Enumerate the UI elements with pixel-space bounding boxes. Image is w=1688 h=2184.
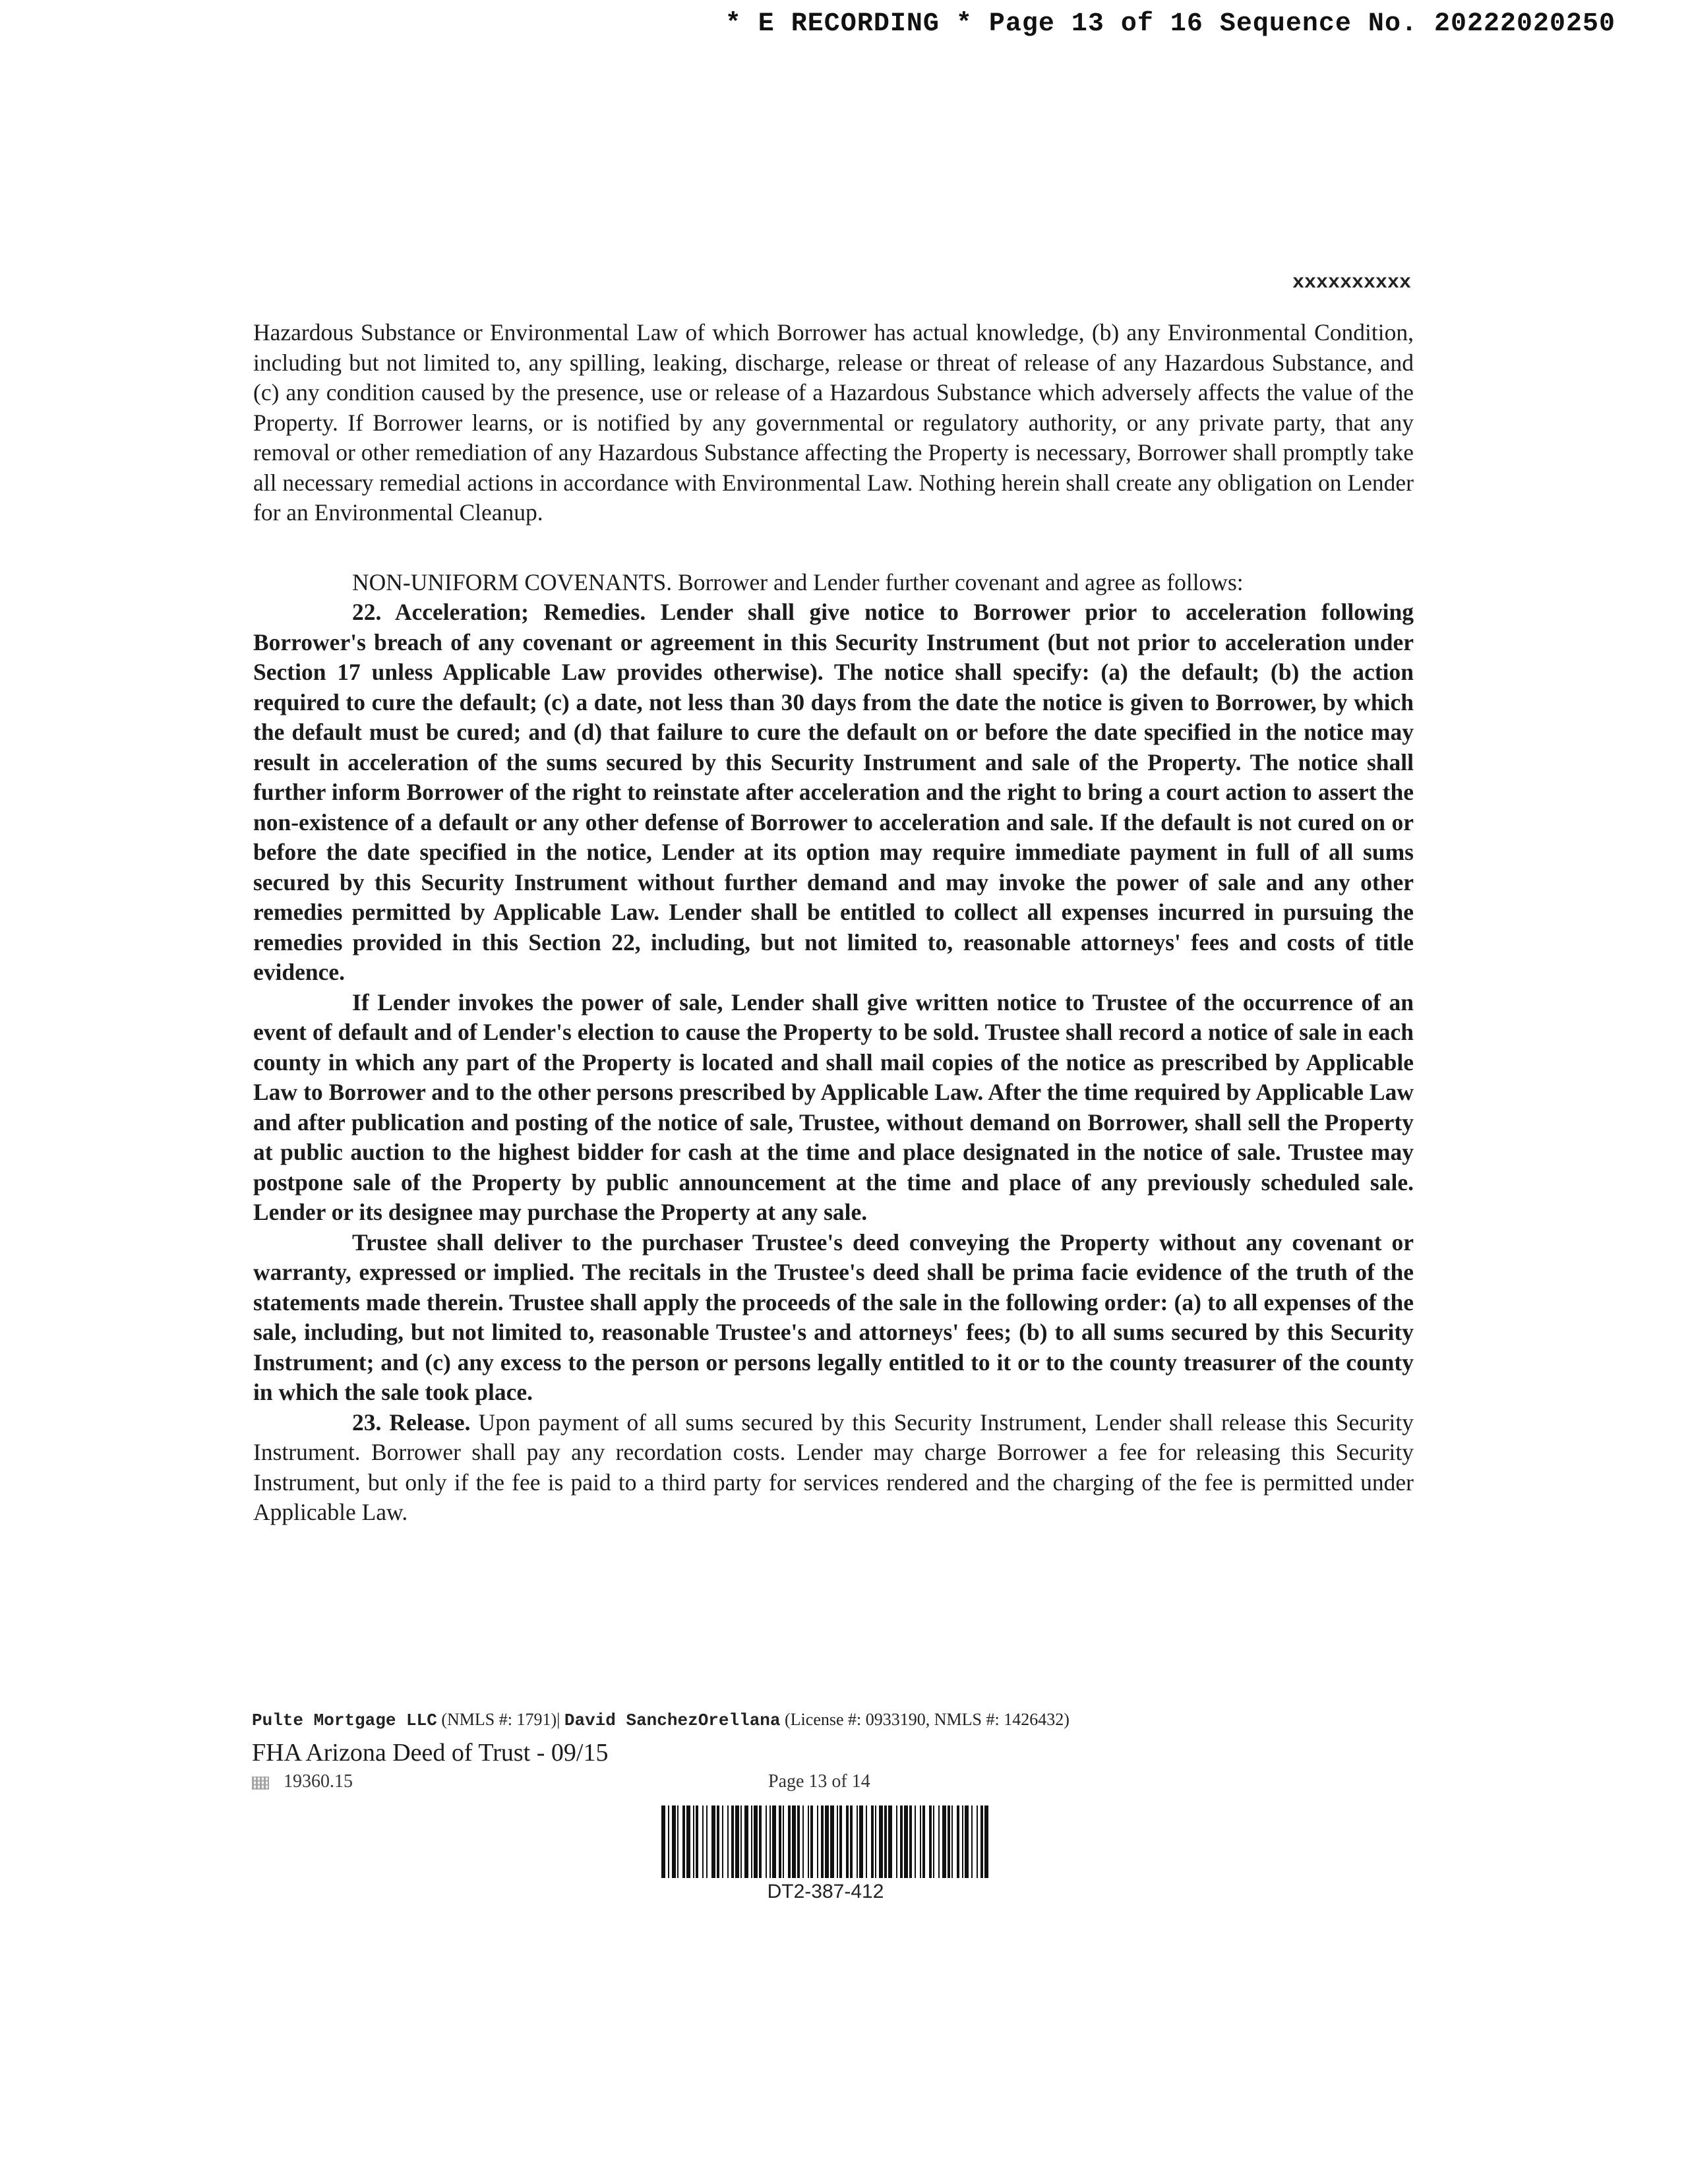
originator-license: (License #: 0933190, NMLS #: 1426432) bbox=[785, 1710, 1070, 1729]
loan-number-mark: xxxxxxxxxx bbox=[1292, 272, 1411, 294]
form-number bbox=[252, 1771, 353, 1792]
recording-header: * E RECORDING * Page 13 of 16 Sequence No. 20222020250 bbox=[725, 9, 1615, 39]
trustee-deed-paragraph: Trustee shall deliver to the purchaser Trustee's deed conveying the Property without any covenant or warranty, expressed or implied. The recitals in the Trustee's deed shall be prima facie evidence of the truth of the statements made therein. Trustee shall apply the proceeds of the sale in the following order: (a) to all expenses of the sale, including, but not limited to, reasonable Trustee's and attorneys' fees; (b) to all sums secured by this Security Instrument; and (c) any excess to the person or persons legally entitled to it or to the county treasurer of the county in which the sale took place. bbox=[253, 1228, 1414, 1405]
form-grid-icon bbox=[252, 1776, 269, 1790]
lender-separator: | bbox=[557, 1710, 560, 1729]
section-23-release bbox=[253, 1408, 1414, 1528]
barcode-bars-icon bbox=[661, 1805, 990, 1878]
form-title: FHA Arizona Deed of Trust - 09/15 bbox=[252, 1739, 609, 1767]
document-footer bbox=[252, 1710, 1412, 1798]
form-number-text: 19360.15 bbox=[284, 1771, 353, 1792]
section-23-heading: 23. Release. bbox=[352, 1409, 471, 1436]
barcode-label: DT2-387-412 bbox=[767, 1881, 884, 1902]
power-of-sale-paragraph: If Lender invokes the power of sale, Lender shall give written notice to Trustee of the occurrence of an event of default and of Lender's election to cause the Property to be sold. Trustee shall record a notice of sale in each county in which any part of the Property is located and shall mail copies of the notice as prescribed by Applicable Law to Borrower and to the other persons prescribed by Applicable Law. After the time required by Applicable Law and after publication and posting of the notice of sale, Trustee, without demand on Borrower, shall sell the Property at public auction to the highest bidder for cash at the time and place designated in the notice of sale. Trustee may postpone sale of the Property by public announcement at the time and place of any previously scheduled sale. Lender or its designee may purchase the Property at any sale. bbox=[253, 988, 1414, 1225]
lender-name: Pulte Mortgage LLC bbox=[252, 1711, 437, 1730]
form-number-row bbox=[252, 1771, 1412, 1798]
lender-nmls: (NMLS #: 1791) bbox=[441, 1710, 557, 1729]
section-23-text: Upon payment of all sums secured by this Security Instrument, Lender shall release this Security Instrument. Borrower shall pay any recordation costs. Lender may charge Borrower a fee for releasing this Security Instrument, but only if the fee is paid to a third party for services rendered and the charging of the fee is permitted under Applicable Law. bbox=[253, 1409, 1414, 1525]
originator-name: David SanchezOrellana bbox=[564, 1711, 781, 1730]
barcode bbox=[661, 1805, 990, 1903]
non-uniform-covenants-intro: NON-UNIFORM COVENANTS. Borrower and Lender further covenant and agree as follows: bbox=[352, 568, 1244, 595]
section-22-acceleration-remedies: 22. Acceleration; Remedies. Lender shall give notice to Borrower prior to acceleration following Borrower's breach of any covenant or agreement in this Security Instrument (but not prior to acceleration under Section 17 unless Applicable Law provides otherwise). The notice shall specify: (a) the default; (b) the action required to cure the default; (c) a date, not less than 30 days from the date the notice is given to Borrower, by which the default must be cured; and (d) that failure to cure the default on or before the date specified in the notice may result in acceleration of the sums secured by this Security Instrument and sale of the Property. The notice shall further inform Borrower of the right to reinstate after acceleration and the right to bring a court action to assert the non-existence of a default or any other defense of Borrower to acceleration and sale. If the default is not cured on or before the date specified in the notice, Lender at its option may require immediate payment in full of all sums secured by this Security Instrument without further demand and may invoke the power of sale and any other remedies permitted by Applicable Law. Lender shall be entitled to collect all expenses incurred in pursuing the remedies provided in this Section 22, including, but not limited to, reasonable attorneys' fees and costs of title evidence. bbox=[253, 599, 1414, 985]
document-body bbox=[253, 318, 1414, 1528]
lender-info-line bbox=[252, 1710, 1412, 1730]
page-number: Page 13 of 14 bbox=[768, 1771, 870, 1792]
hazardous-substance-paragraph: Hazardous Substance or Environmental Law of which Borrower has actual knowledge, (b) any Environmental Condition, including but not limited to, any spilling, leaking, discharge, release or threat of release of any Hazardous Substance, and (c) any condition caused by the presence, use or release of a Hazardous Substance which adversely affects the value of the Property. If Borrower learns, or is notified by any governmental or regulatory authority, or any private party, that any removal or other remediation of any Hazardous Substance affecting the Property is necessary, Borrower shall promptly take all necessary remedial actions in accordance with Environmental Law. Nothing herein shall create any obligation on Lender for an Environmental Cleanup. bbox=[253, 319, 1414, 526]
